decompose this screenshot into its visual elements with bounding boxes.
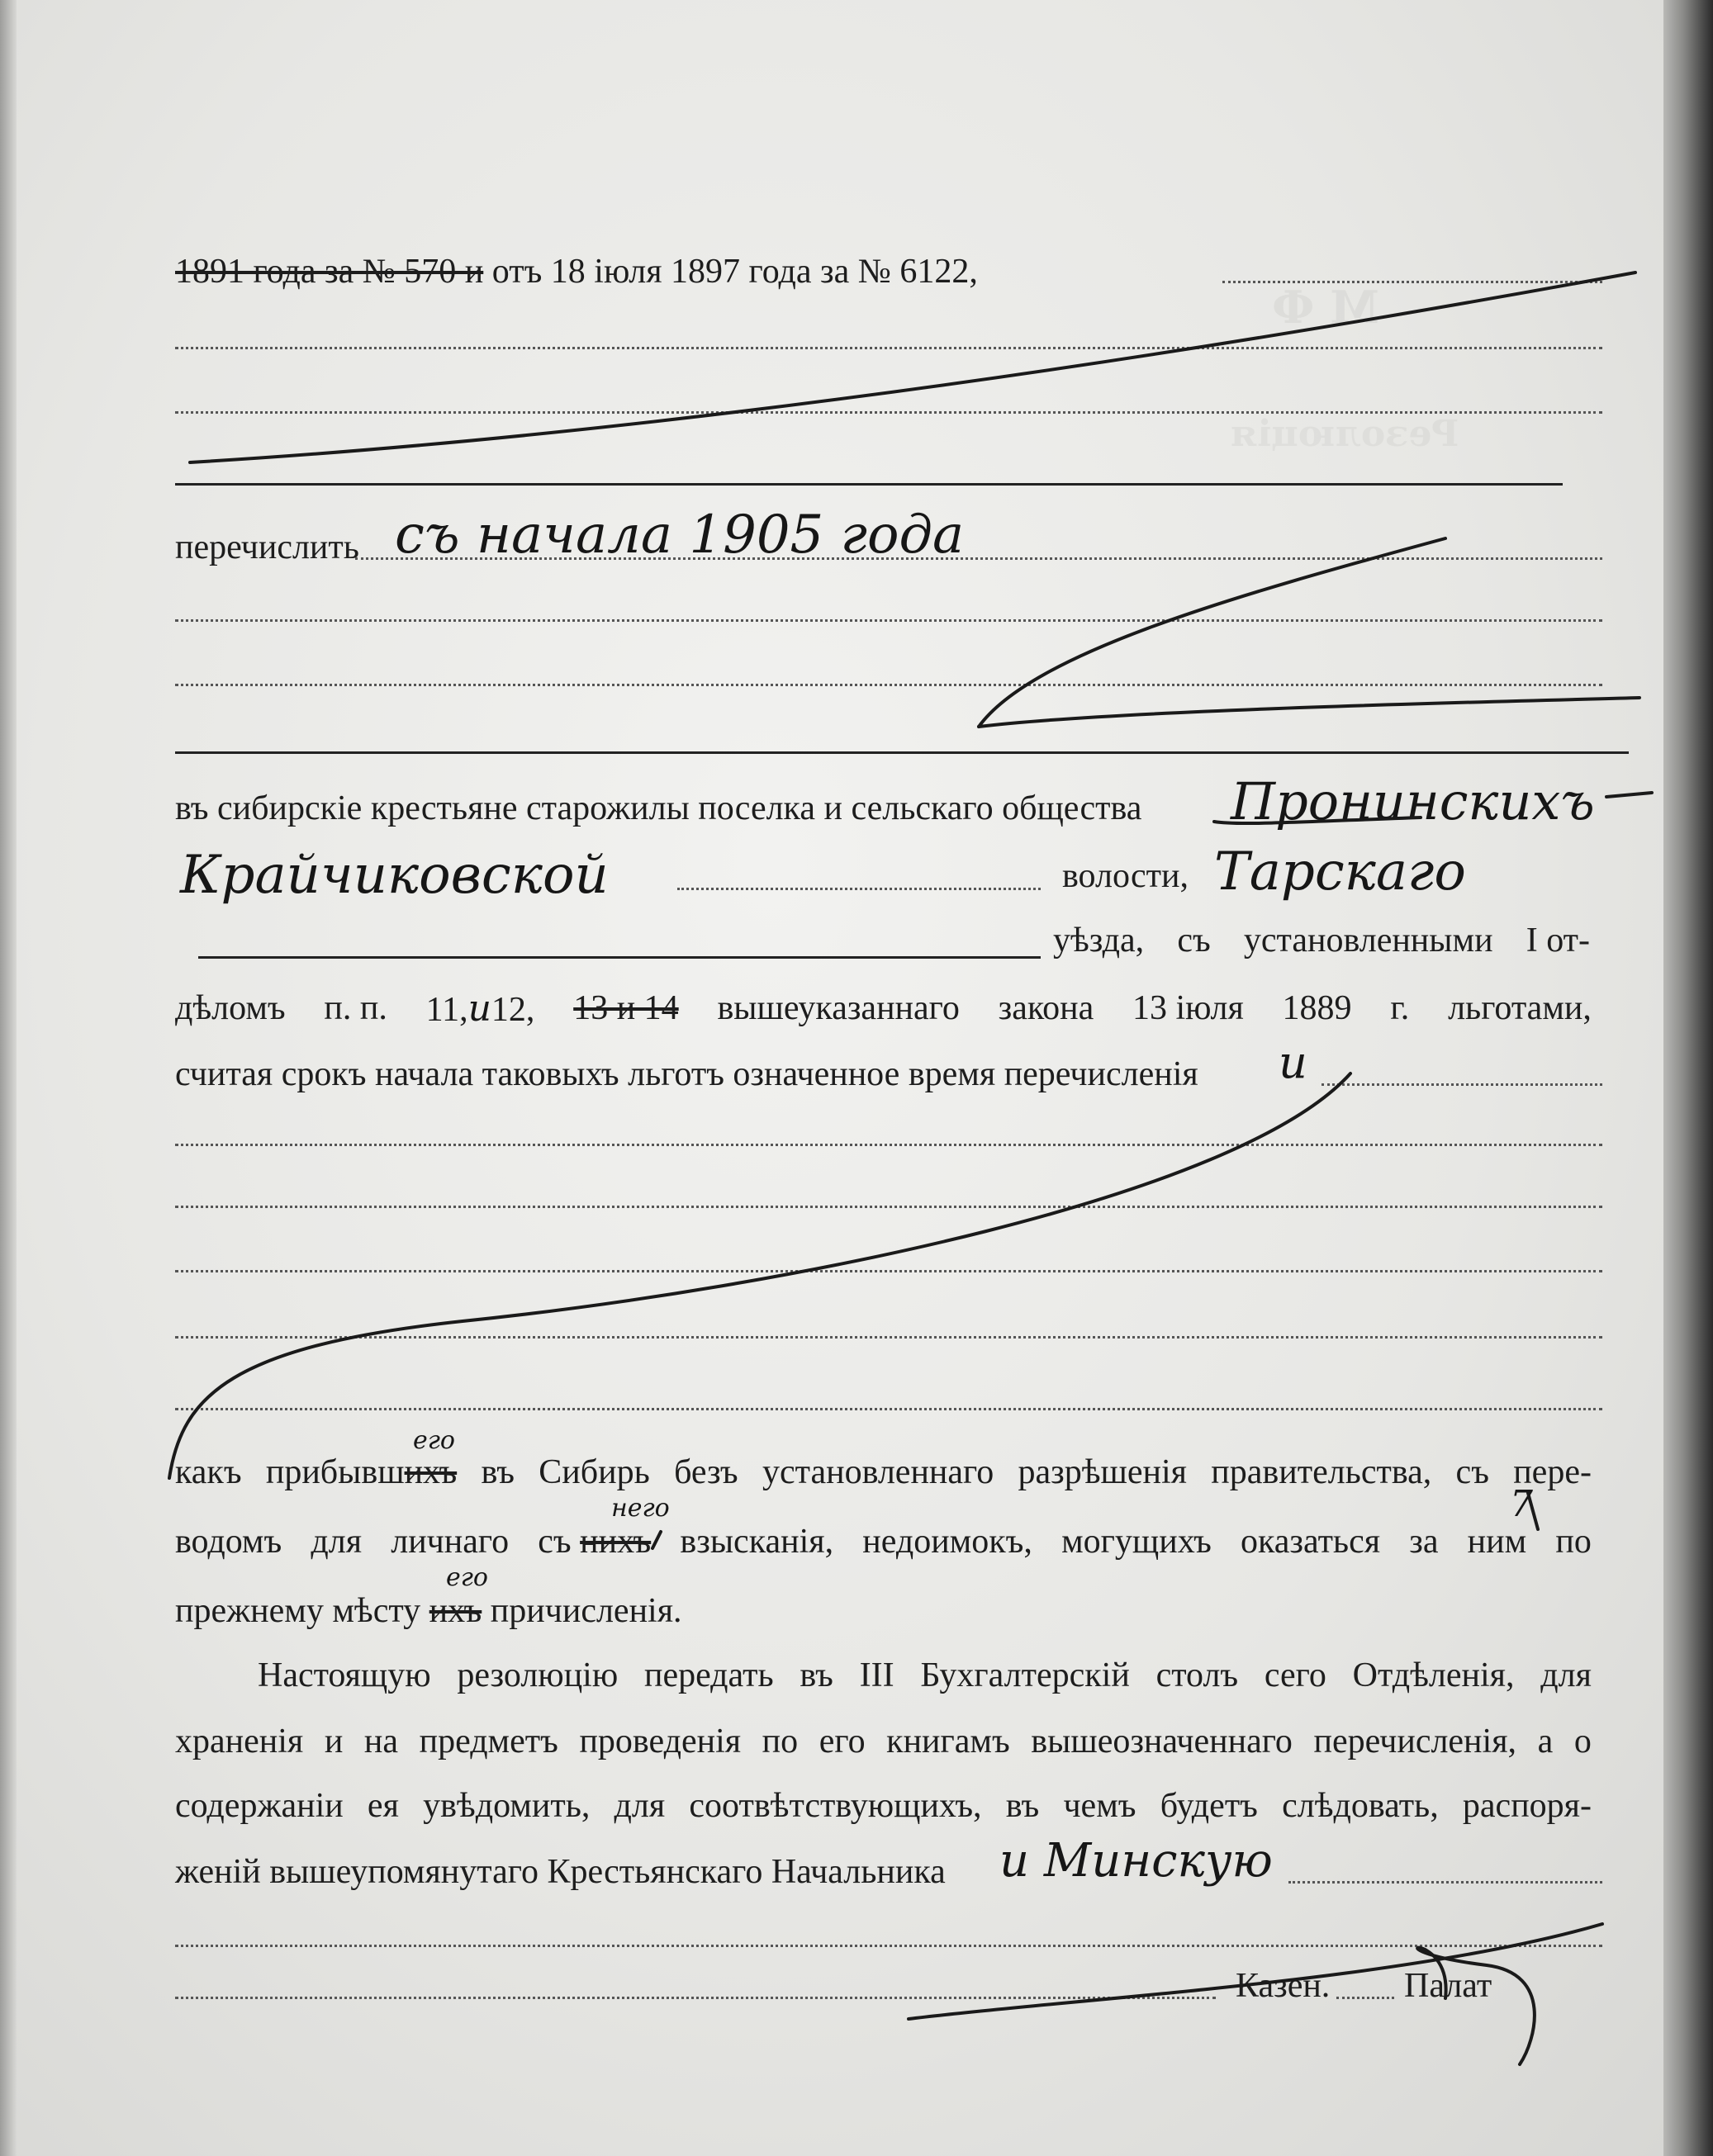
text-line-arrived: какъ прибывшихъ въ Сибирь безъ установленнаго разрѣшенія правительства, съ пере- [175,1453,1592,1491]
field-label: перечислить [175,528,359,566]
handwritten-entry: Тарскаго [1214,841,1466,903]
handwritten-correction: него [611,1494,670,1523]
bleed-through-text: М Ф [1272,281,1379,334]
signature-diagonal [909,1924,1602,2019]
handwritten-correction: его [413,1426,455,1455]
text-line-resolution-1: Настоящую резолюцію передать въ III Бухгалтерскій столъ сего Отдѣленія, для [258,1656,1592,1694]
text-line-paragraph: дѣломъ п. п. 11,и12, 13 и 14 вышеуказаннаго закона 13 іюля 1889 г. льготами, [175,988,1592,1030]
struck-text: 13 и 14 [573,989,679,1027]
text-line-resolution-4: женій вышеупомянутаго Крестьянскаго Начальника [175,1853,946,1891]
text-line-uezd: уѣзда, съ установленными I от- [1053,922,1590,960]
text-line-resolution-2: храненія и на предметъ проведенія по его книгамъ вышеозначеннаго перечисленія, а о [175,1722,1592,1760]
chamber-label: Казен. [1236,1967,1331,2005]
handwritten-entry: и [1279,1036,1307,1088]
handwritten-entry: съ начала 1905 года [395,505,965,566]
field-label: волости, [1062,857,1189,895]
handwritten-correction: 7 [1510,1483,1533,1525]
z-stroke-mid-return [979,698,1639,727]
handwritten-entry: Крайчиковской [180,845,609,906]
struck-text: 1891 года за № 570 и [175,253,484,291]
signature-flourish [1417,1948,1535,2064]
correction-stroke [1528,1493,1538,1529]
handwritten-entry: и Минскую [999,1834,1273,1888]
correction-stroke [652,1532,661,1548]
z-stroke-top [190,272,1635,462]
z-stroke-mid [979,538,1445,727]
handwritten-correction: его [446,1563,488,1592]
chamber-label: Палат [1404,1967,1492,2005]
handwritten-entry: Пронинскихъ [1231,771,1595,832]
underline-stroke [1214,793,1652,823]
swirl-stroke [169,1073,1350,1478]
text-line-lgot: считая срокъ начала таковыхъ льготъ означенное время перечисленія [175,1055,1198,1093]
text-line-transfer: водомъ для личнаго съ нихъ взысканія, недоимокъ, могущихъ оказаться за ним по [175,1523,1592,1561]
bleed-through-text: Резолюція [1231,413,1459,455]
text-line-resolution-3: содержаніи ея увѣдомить, для соотвѣтствующихъ, въ чемъ будетъ слѣдовать, распоря- [175,1787,1592,1825]
text-line-1: 1891 года за № 570 и отъ 18 іюля 1897 года за № 6122, [175,253,978,291]
text-line-prev-place: прежнему мѣсту ихъ причисленія. [175,1592,682,1630]
text-line-siberian: въ сибирскіе крестьяне старожилы поселка и сельскаго общества [175,789,1142,827]
